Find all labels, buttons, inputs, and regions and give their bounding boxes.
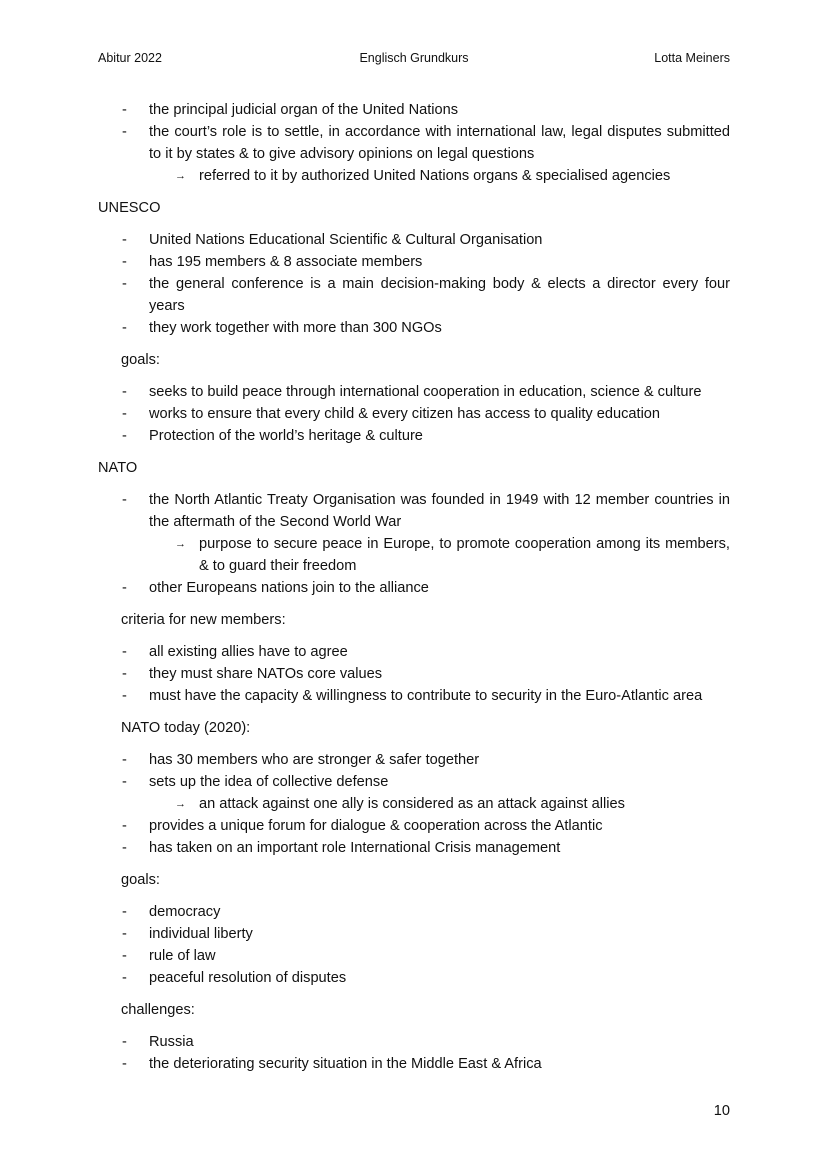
list-item: - the court’s role is to settle, in accordance with international law, legal disputes submitted to it by states & to give advisory opinions on legal questions → referred to it by authorized United Nations organs & specialised agencies — [98, 121, 730, 187]
header-right: Lotta Meiners — [654, 51, 730, 65]
list-item: - they must share NATOs core values — [98, 663, 730, 685]
dash-bullet: - — [122, 428, 127, 444]
arrow-icon: → — [175, 170, 186, 182]
dash-bullet: - — [122, 1034, 127, 1050]
dash-bullet: - — [122, 124, 127, 140]
arrow-item: → referred to it by authorized United Nations organs & specialised agencies — [149, 165, 730, 187]
dash-bullet: - — [122, 818, 127, 834]
list-item: - democracy — [98, 901, 730, 923]
dash-bullet: - — [122, 254, 127, 270]
list-item: - works to ensure that every child & every citizen has access to quality education — [98, 403, 730, 425]
list-item: - must have the capacity & willingness to contribute to security in the Euro-Atlantic area — [98, 685, 730, 707]
unesco-list — [98, 229, 730, 339]
header-left: Abitur 2022 — [98, 51, 162, 65]
nato-today-list — [98, 749, 730, 859]
nato-challenges-list — [98, 1031, 730, 1075]
nato-list — [98, 489, 730, 599]
dash-bullet: - — [122, 840, 127, 856]
dash-bullet: - — [122, 752, 127, 768]
list-item: - the principal judicial organ of the United Nations — [98, 99, 730, 121]
dash-bullet: - — [122, 926, 127, 942]
dash-bullet: - — [122, 904, 127, 920]
nato-criteria-list — [98, 641, 730, 707]
arrow-item: → an attack against one ally is considered as an attack against allies — [149, 793, 730, 815]
subheading-nato-criteria: criteria for new members: — [121, 612, 286, 628]
list-item: - peaceful resolution of disputes — [98, 967, 730, 989]
unesco-goals-list — [98, 381, 730, 447]
subheading-nato-today: NATO today (2020): — [121, 720, 251, 736]
subheading-nato-goals: goals: — [121, 872, 160, 888]
arrow-icon: → — [175, 538, 186, 550]
nato-goals-list — [98, 901, 730, 989]
page-content — [98, 99, 730, 1075]
section-title-unesco: UNESCO — [98, 200, 161, 216]
sub-list — [149, 793, 730, 815]
list-item: - provides a unique forum for dialogue & cooperation across the Atlantic — [98, 815, 730, 837]
dash-bullet: - — [122, 276, 127, 292]
arrow-icon: → — [175, 798, 186, 810]
dash-bullet: - — [122, 232, 127, 248]
dash-bullet: - — [122, 948, 127, 964]
dash-bullet: - — [122, 970, 127, 986]
dash-bullet: - — [122, 406, 127, 422]
list-item: - other Europeans nations join to the alliance — [98, 577, 730, 599]
dash-bullet: - — [122, 492, 127, 508]
dash-bullet: - — [122, 774, 127, 790]
list-item: - the general conference is a main decision-making body & elects a director every four years — [98, 273, 730, 317]
sub-list — [149, 533, 730, 577]
subheading-unesco-goals: goals: — [121, 352, 160, 368]
list-item: - United Nations Educational Scientific & Cultural Organisation — [98, 229, 730, 251]
section-title-nato: NATO — [98, 460, 138, 476]
dash-bullet: - — [122, 320, 127, 336]
subheading-nato-challenges: challenges: — [121, 1002, 195, 1018]
list-item: - they work together with more than 300 NGOs — [98, 317, 730, 339]
icj-list — [98, 99, 730, 187]
list-item: - has 30 members who are stronger & safer together — [98, 749, 730, 771]
list-item: - the North Atlantic Treaty Organisation was founded in 1949 with 12 member countries in the aftermath of the Second World War → purpose to secure peace in Europe, to promote cooperation among its members, & to guard their freedom — [98, 489, 730, 577]
dash-bullet: - — [122, 384, 127, 400]
list-item: - the deteriorating security situation in the Middle East & Africa — [98, 1053, 730, 1075]
page-number: 10 — [713, 1103, 730, 1119]
list-item: - Protection of the world’s heritage & culture — [98, 425, 730, 447]
list-item: - has taken on an important role International Crisis management — [98, 837, 730, 859]
dash-bullet: - — [122, 666, 127, 682]
header-center: Englisch Grundkurs — [359, 51, 469, 65]
dash-bullet: - — [122, 580, 127, 596]
list-item: - sets up the idea of collective defense → an attack against one ally is considered as an attack against allies — [98, 771, 730, 815]
dash-bullet: - — [122, 1056, 127, 1072]
sub-list — [149, 165, 730, 187]
list-item: - has 195 members & 8 associate members — [98, 251, 730, 273]
list-item: - seeks to build peace through international cooperation in education, science & culture — [98, 381, 730, 403]
dash-bullet: - — [122, 102, 127, 118]
dash-bullet: - — [122, 688, 127, 704]
list-item: - Russia — [98, 1031, 730, 1053]
dash-bullet: - — [122, 644, 127, 660]
list-item: - rule of law — [98, 945, 730, 967]
list-item: - individual liberty — [98, 923, 730, 945]
arrow-item: → purpose to secure peace in Europe, to promote cooperation among its members, & to guard their freedom — [149, 533, 730, 577]
page-header — [98, 51, 730, 67]
list-item: - all existing allies have to agree — [98, 641, 730, 663]
